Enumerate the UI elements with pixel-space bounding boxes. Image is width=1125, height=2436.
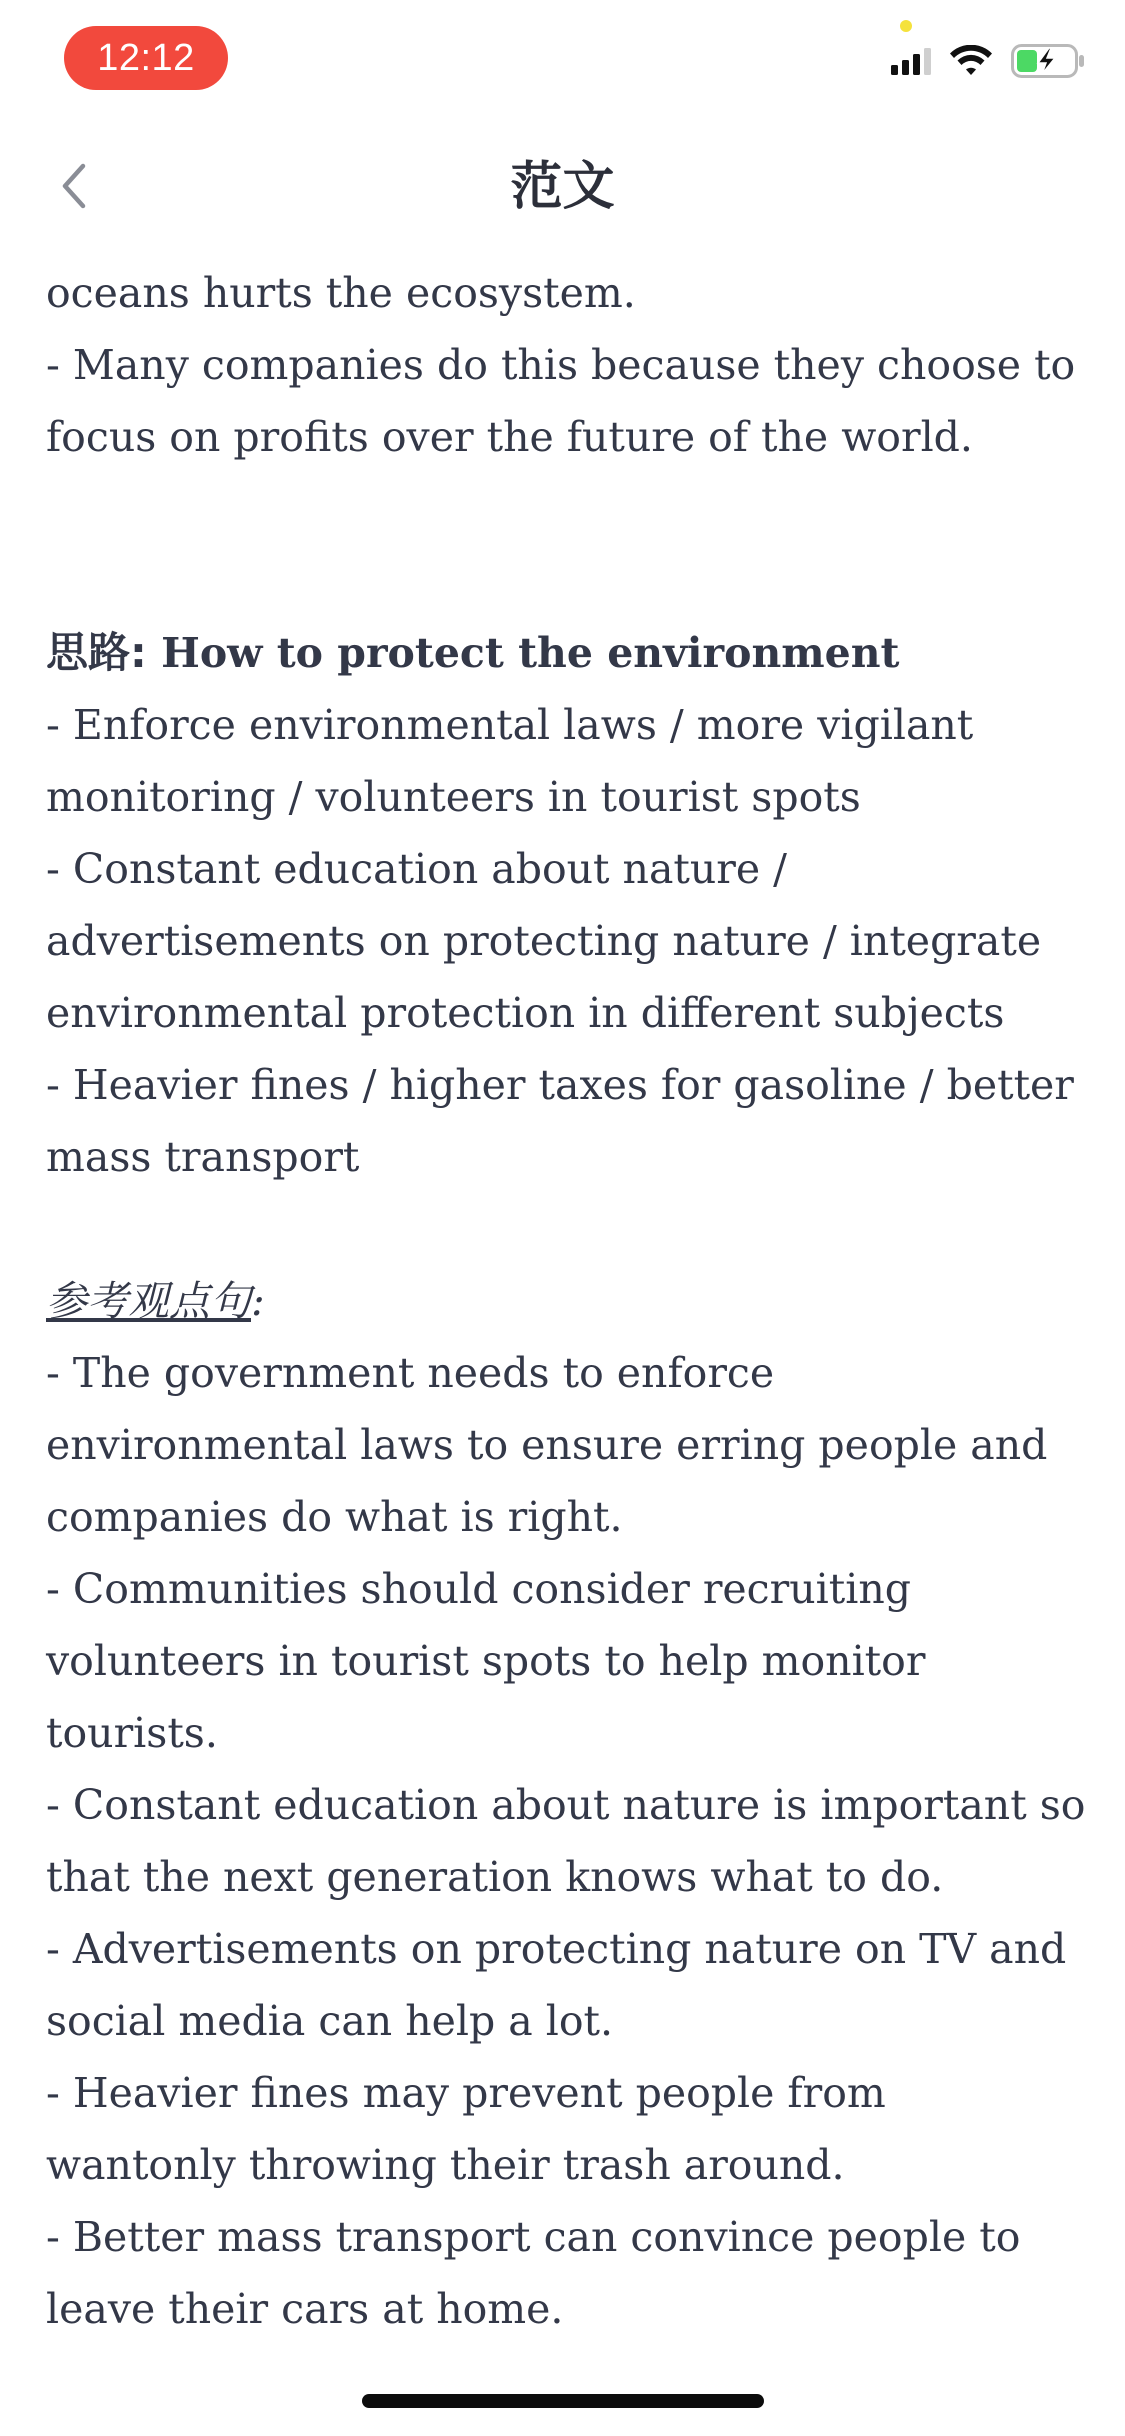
- section-heading: [46, 617, 1086, 689]
- reference-sentence: - Communities should consider recruiting volunteers in tourist spots to help monitor tourists.: [46, 1565, 926, 1757]
- status-icons: [891, 44, 1085, 78]
- intro-line: - Many companies do this because they choose to focus on profits over the future of the world.: [46, 341, 1076, 461]
- home-indicator[interactable]: [362, 2394, 764, 2408]
- section-label-en: How to protect the environment: [161, 629, 900, 677]
- idea-point: - Constant education about nature / advertisements on protecting nature / integrate environmental protection in different subjects: [46, 845, 1042, 1037]
- status-bar: [0, 0, 1125, 132]
- reference-sentence: - Better mass transport can convince people to leave their cars at home.: [46, 2213, 1021, 2333]
- signal-icon: [891, 47, 931, 75]
- reference-colon: :: [251, 1277, 265, 1325]
- reference-heading: [46, 1265, 1086, 1337]
- reference-sentence: - The government needs to enforce environmental laws to ensure erring people and companies do what is right.: [46, 1349, 1048, 1541]
- essay-content: [46, 257, 1086, 2345]
- reference-label: 参考观点句: [46, 1277, 251, 1325]
- spacer: [46, 1193, 1086, 1265]
- section-label-cn: 思路:: [46, 628, 147, 677]
- battery-charging-icon: [1011, 44, 1085, 78]
- wifi-icon: [949, 45, 993, 77]
- navigation-bar: [0, 132, 1125, 242]
- reference-sentence: - Constant education about nature is important so that the next generation knows what to do.: [46, 1781, 1086, 1901]
- intro-line: oceans hurts the ecosystem.: [46, 269, 636, 317]
- reference-sentence: - Advertisements on protecting nature on TV and social media can help a lot.: [46, 1925, 1067, 2045]
- reference-sentence: - Heavier fines may prevent people from wantonly throwing their trash around.: [46, 2069, 886, 2189]
- idea-point: - Heavier fines / higher taxes for gasoline / better mass transport: [46, 1061, 1074, 1181]
- privacy-indicator-dot: [900, 20, 912, 32]
- page-title: 范文: [510, 157, 615, 217]
- idea-point: - Enforce environmental laws / more vigilant monitoring / volunteers in tourist spots: [46, 701, 974, 821]
- spacer: [46, 473, 1086, 617]
- status-time: 12:12: [64, 26, 228, 90]
